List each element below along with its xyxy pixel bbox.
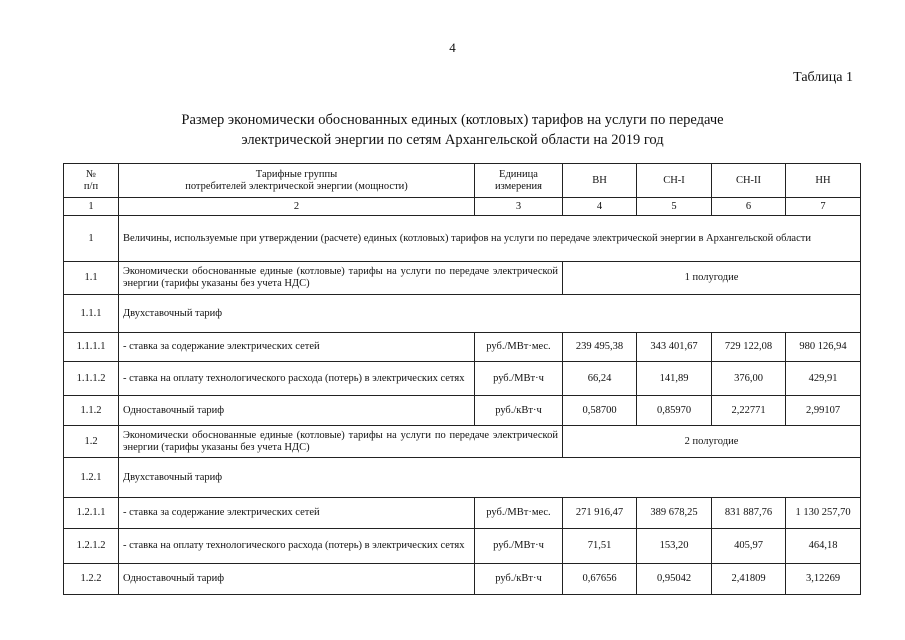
index-cell: 2 <box>119 198 475 216</box>
value-nn: 2,99107 <box>786 396 861 426</box>
value-vn: 66,24 <box>563 362 637 396</box>
table-row <box>64 529 861 564</box>
row-num: 1.2.1.1 <box>64 498 119 529</box>
value-nn: 980 126,94 <box>786 333 861 362</box>
index-row <box>64 198 861 216</box>
header-row <box>64 164 861 198</box>
row-num: 1.2 <box>64 426 119 458</box>
row-num: 1 <box>64 216 119 262</box>
row-text: - ставка на оплату технологического расхода (потерь) в электрических сетях <box>119 529 475 564</box>
row-unit: руб./МВт·ч <box>475 529 563 564</box>
value-nn: 3,12269 <box>786 564 861 595</box>
page-number: 4 <box>449 40 456 55</box>
index-cell: 3 <box>475 198 563 216</box>
table-row <box>64 426 861 458</box>
document-title <box>0 110 905 150</box>
row-text: Одноставочный тариф <box>119 564 475 595</box>
table-row <box>64 362 861 396</box>
value-nn: 429,91 <box>786 362 861 396</box>
row-num: 1.2.1 <box>64 458 119 498</box>
header-sn1: СН-I <box>637 164 712 198</box>
value-vn: 0,67656 <box>563 564 637 595</box>
table-row <box>64 458 861 498</box>
value-sn2: 405,97 <box>712 529 786 564</box>
value-sn2: 2,41809 <box>712 564 786 595</box>
row-num: 1.2.2 <box>64 564 119 595</box>
index-cell: 4 <box>563 198 637 216</box>
index-cell: 7 <box>786 198 861 216</box>
value-vn: 0,58700 <box>563 396 637 426</box>
index-cell: 5 <box>637 198 712 216</box>
value-vn: 271 916,47 <box>563 498 637 529</box>
row-unit: руб./МВт·мес. <box>475 498 563 529</box>
header-vn: ВН <box>563 164 637 198</box>
value-sn2: 831 887,76 <box>712 498 786 529</box>
row-unit: руб./МВт·мес. <box>475 333 563 362</box>
table-row <box>64 498 861 529</box>
row-text: - ставка за содержание электрических сетей <box>119 498 475 529</box>
row-num: 1.1.1.2 <box>64 362 119 396</box>
row-unit: руб./кВт·ч <box>475 396 563 426</box>
row-text: - ставка за содержание электрических сетей <box>119 333 475 362</box>
value-sn1: 343 401,67 <box>637 333 712 362</box>
title-line-1: Размер экономически обоснованных единых (котловых) тарифов на услуги по передаче <box>181 112 724 128</box>
row-text: Величины, используемые при утверждении (расчете) единых (котловых) тарифов на услуги по передаче электрической энергии в Архангельской области <box>119 216 861 262</box>
row-text: Одноставочный тариф <box>119 396 475 426</box>
row-num: 1.1 <box>64 262 119 295</box>
row-text: - ставка на оплату технологического расхода (потерь) в электрических сетях <box>119 362 475 396</box>
period-label: 1 полугодие <box>563 262 861 295</box>
table-row <box>64 295 861 333</box>
value-sn1: 141,89 <box>637 362 712 396</box>
row-num: 1.1.1.1 <box>64 333 119 362</box>
value-sn2: 729 122,08 <box>712 333 786 362</box>
header-sn2: СН-II <box>712 164 786 198</box>
index-cell: 6 <box>712 198 786 216</box>
row-unit: руб./МВт·ч <box>475 362 563 396</box>
table-label: Таблица 1 <box>793 70 853 85</box>
value-sn1: 153,20 <box>637 529 712 564</box>
table-row <box>64 262 861 295</box>
index-cell: 1 <box>64 198 119 216</box>
row-text: Экономически обоснованные единые (котловые) тарифы на услуги по передаче электрической энергии (тарифы указаны без учета НДС) <box>119 426 563 458</box>
row-num: 1.1.2 <box>64 396 119 426</box>
row-text: Экономически обоснованные единые (котловые) тарифы на услуги по передаче электрической энергии (тарифы указаны без учета НДС) <box>119 262 563 295</box>
row-num: 1.1.1 <box>64 295 119 333</box>
header-nn: НН <box>786 164 861 198</box>
table-row <box>64 564 861 595</box>
value-nn: 464,18 <box>786 529 861 564</box>
value-nn: 1 130 257,70 <box>786 498 861 529</box>
value-sn2: 376,00 <box>712 362 786 396</box>
row-text: Двухставочный тариф <box>119 295 861 333</box>
header-group: Тарифные группы потребителей электрической энергии (мощности) <box>119 164 475 198</box>
title-line-2: электрической энергии по сетям Архангельской области на 2019 год <box>241 132 664 148</box>
header-num: № п/п <box>64 164 119 198</box>
value-sn2: 2,22771 <box>712 396 786 426</box>
table-row <box>64 333 861 362</box>
row-unit: руб./кВт·ч <box>475 564 563 595</box>
row-num: 1.2.1.2 <box>64 529 119 564</box>
period-label: 2 полугодие <box>563 426 861 458</box>
value-sn1: 0,85970 <box>637 396 712 426</box>
header-unit: Единица измерения <box>475 164 563 198</box>
tariff-table <box>63 163 861 595</box>
value-vn: 239 495,38 <box>563 333 637 362</box>
value-sn1: 0,95042 <box>637 564 712 595</box>
row-text: Двухставочный тариф <box>119 458 861 498</box>
value-sn1: 389 678,25 <box>637 498 712 529</box>
table-row <box>64 396 861 426</box>
table-row <box>64 216 861 262</box>
value-vn: 71,51 <box>563 529 637 564</box>
